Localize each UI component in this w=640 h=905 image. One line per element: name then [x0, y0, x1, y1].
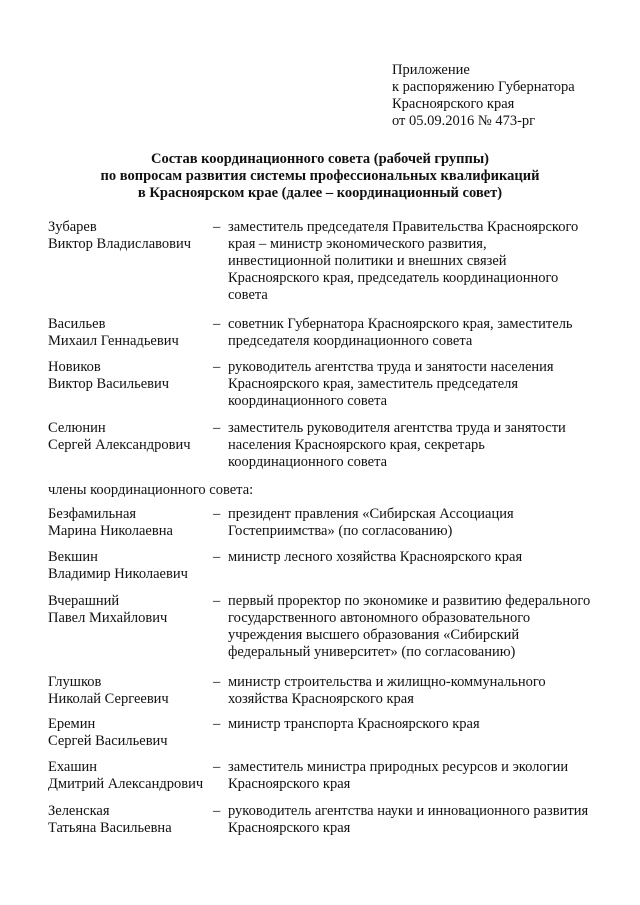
member-given-name: Сергей Александрович — [48, 437, 191, 453]
role-line: первый проректор по экономике и развитию федерального — [228, 593, 591, 609]
dash: – — [213, 803, 221, 819]
member-role — [228, 803, 613, 837]
member-given-name: Михаил Геннадьевич — [48, 333, 179, 349]
role-line: Красноярского края — [228, 776, 351, 792]
member-role — [228, 316, 613, 350]
role-line: Красноярского края — [228, 820, 351, 836]
member-name — [48, 759, 221, 793]
member-name — [48, 359, 221, 393]
member-given-name: Николай Сергеевич — [48, 691, 169, 707]
role-line: Гостеприимства» (по согласованию) — [228, 523, 453, 539]
member-name — [48, 316, 221, 350]
role-line: населения Красноярского края, секретарь — [228, 437, 485, 453]
role-line: министр строительства и жилищно-коммунального — [228, 674, 546, 690]
dash: – — [213, 716, 221, 732]
member-surname: Новиков — [48, 359, 101, 375]
role-line: координационного совета — [228, 393, 388, 409]
member-role — [228, 506, 613, 540]
member-surname: Зеленская — [48, 803, 110, 819]
appendix-line: Приложение — [392, 62, 470, 78]
member-role — [228, 716, 613, 733]
role-line: Красноярского края, заместитель председателя — [228, 376, 519, 392]
member-name — [48, 716, 221, 750]
dash: – — [213, 420, 221, 436]
role-line: заместитель председателя Правительства Красноярского — [228, 219, 579, 235]
title-line: по вопросам развития системы профессиональных квалификаций — [100, 168, 540, 184]
member-surname: Еремин — [48, 716, 96, 732]
member-given-name: Сергей Васильевич — [48, 733, 168, 749]
member-given-name: Владимир Николаевич — [48, 566, 188, 582]
member-name — [48, 674, 221, 708]
dash: – — [213, 549, 221, 565]
role-line: координационного совета — [228, 454, 388, 470]
member-name — [48, 506, 221, 540]
role-line: руководитель агентства труда и занятости населения — [228, 359, 554, 375]
member-surname: Васильев — [48, 316, 106, 332]
dash: – — [213, 593, 221, 609]
member-surname: Ехашин — [48, 759, 98, 775]
role-line: хозяйства Красноярского края — [228, 691, 414, 707]
role-line: федеральный университет» (по согласованию) — [228, 644, 516, 660]
member-role — [228, 549, 613, 566]
appendix-date-number: от 05.09.2016 № 473-рг — [392, 113, 536, 129]
dash: – — [213, 219, 221, 235]
appendix-line: Красноярского края — [392, 96, 515, 112]
role-line: учреждения высшего образования «Сибирский — [228, 627, 520, 643]
member-role — [228, 674, 613, 708]
role-line: министр лесного хозяйства Красноярского края — [228, 549, 523, 565]
members-heading: члены координационного совета: — [48, 482, 254, 498]
role-line: министр транспорта Красноярского края — [228, 716, 480, 732]
member-role — [228, 759, 613, 793]
role-line: председателя координационного совета — [228, 333, 473, 349]
member-name — [48, 803, 221, 837]
document-title — [40, 151, 600, 202]
member-role — [228, 420, 613, 471]
member-name — [48, 593, 221, 627]
appendix-block — [392, 62, 632, 130]
member-given-name: Дмитрий Александрович — [48, 776, 204, 792]
member-given-name: Марина Николаевна — [48, 523, 173, 539]
role-line: советник Губернатора Красноярского края, заместитель — [228, 316, 573, 332]
member-surname: Зубарев — [48, 219, 97, 235]
member-surname: Векшин — [48, 549, 98, 565]
dash: – — [213, 316, 221, 332]
role-line: государственного автономного образовательного — [228, 610, 531, 626]
dash: – — [213, 759, 221, 775]
member-given-name: Татьяна Васильевна — [48, 820, 172, 836]
member-name — [48, 219, 221, 253]
member-given-name: Павел Михайлович — [48, 610, 168, 626]
role-line: президент правления «Сибирская Ассоциация — [228, 506, 514, 522]
member-given-name: Виктор Васильевич — [48, 376, 170, 392]
member-role — [228, 593, 613, 661]
dash: – — [213, 359, 221, 375]
role-line: руководитель агентства науки и инновационного развития — [228, 803, 589, 819]
member-surname: Безфамильная — [48, 506, 137, 522]
role-line: края – министр экономического развития, — [228, 236, 487, 252]
role-line: инвестиционной политики и внешних связей — [228, 253, 507, 269]
appendix-line: к распоряжению Губернатора — [392, 79, 575, 95]
member-name — [48, 420, 221, 454]
role-line: Красноярского края, председатель координационного — [228, 270, 559, 286]
role-line: заместитель руководителя агентства труда и занятости — [228, 420, 566, 436]
member-surname: Селюнин — [48, 420, 106, 436]
role-line: заместитель министра природных ресурсов и экологии — [228, 759, 569, 775]
title-line: Состав координационного совета (рабочей группы) — [150, 151, 489, 167]
dash: – — [213, 674, 221, 690]
member-role — [228, 219, 613, 304]
role-line: совета — [228, 287, 268, 303]
member-role — [228, 359, 613, 410]
member-surname: Глушков — [48, 674, 102, 690]
member-given-name: Виктор Владиславович — [48, 236, 192, 252]
member-name — [48, 549, 221, 583]
dash: – — [213, 506, 221, 522]
member-surname: Вчерашний — [48, 593, 120, 609]
title-line: в Красноярском крае (далее – координационный совет) — [137, 185, 503, 201]
